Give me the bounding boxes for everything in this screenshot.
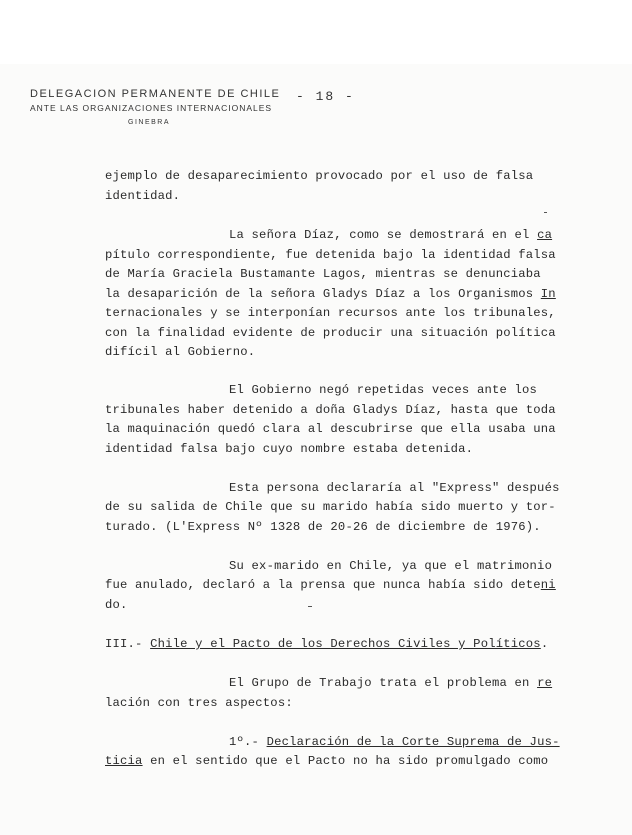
letterhead-city: GINEBRA: [128, 119, 171, 126]
underlined-text: Declaración de la Corte Suprema de Jus-: [266, 735, 560, 749]
text-line: tribunales haber detenido a doña Gladys Díaz, hasta que toda: [105, 403, 556, 417]
section-heading: [105, 637, 548, 651]
letterhead-organizations: ANTE LAS ORGANIZACIONES INTERNACIONALES: [30, 103, 273, 113]
text-segment: fue anulado, declaró a la prensa que nunca había sido dete: [105, 578, 541, 592]
text-line: de su salida de Chile que su marido había sido muerto y tor-: [105, 500, 556, 514]
item-number: 1º.-: [229, 735, 267, 749]
text-line: El Gobierno negó repetidas veces ante los: [229, 383, 538, 397]
text-line: identidad.: [105, 189, 181, 203]
underlined-text: ca: [537, 228, 553, 242]
text-line: Esta persona declararía al "Express" después: [229, 481, 560, 495]
ink-mark: [544, 212, 547, 213]
text-line: de María Graciela Bustamante Lagos, mientras se denunciaba: [105, 267, 541, 281]
text-segment: La señora Díaz, como se demostrará en el: [229, 228, 538, 242]
text-line: identidad falsa bajo cuyo nombre estaba detenida.: [105, 442, 474, 456]
underlined-text: ni: [540, 578, 556, 592]
text-line: turado. (L'Express Nº 1328 de 20-26 de diciembre de 1976).: [105, 520, 541, 534]
text-line: difícil al Gobierno.: [105, 345, 256, 359]
ink-mark: [308, 606, 312, 607]
text-line: ternacionales y se interponían recursos ante los tribunales,: [105, 306, 556, 320]
text-line: pítulo correspondiente, fue detenida bajo la identidad falsa: [105, 248, 556, 262]
text-segment: la desaparición de la señora Gladys Díaz a los Organismos: [105, 287, 541, 301]
text-line: lación con tres aspectos:: [105, 696, 293, 710]
text-line: ejemplo de desaparecimiento provocado por el uso de falsa: [105, 169, 534, 183]
underlined-text: re: [537, 676, 553, 690]
text-line: [229, 676, 552, 690]
underlined-text: In: [540, 287, 556, 301]
section-title: Chile y el Pacto de los Derechos Civiles y Políticos: [150, 637, 541, 651]
text-line: do.: [105, 598, 128, 612]
text-line: Su ex-marido en Chile, ya que el matrimonio: [229, 559, 553, 573]
text-segment: en el sentido que el Pacto no ha sido promulgado como: [142, 754, 549, 768]
page-number: - 18 -: [296, 89, 355, 104]
underlined-text: ticia: [105, 754, 143, 768]
text-line: [105, 754, 548, 768]
text-segment: .: [540, 637, 549, 651]
text-line: con la finalidad evidente de producir una situación política: [105, 326, 556, 340]
text-line: [105, 578, 556, 592]
text-line: [229, 735, 560, 749]
letterhead: [30, 88, 280, 126]
text-line: la maquinación quedó clara al descubrirse que ella usaba una: [105, 422, 556, 436]
section-number: III.-: [105, 637, 151, 651]
text-line: [105, 287, 556, 301]
letterhead-delegation: DELEGACION PERMANENTE DE CHILE: [30, 88, 281, 100]
text-segment: El Grupo de Trabajo trata el problema en: [229, 676, 538, 690]
text-line: [229, 228, 552, 242]
